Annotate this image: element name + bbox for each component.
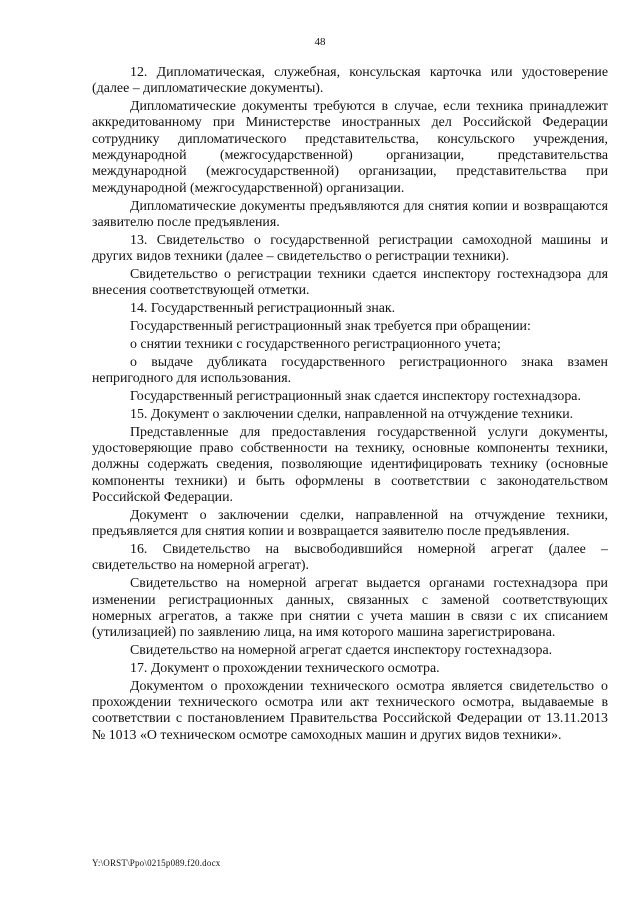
- paragraph-item-12-heading: 12. Дипломатическая, служебная, консульская карточка или удостоверение (далее – дипломатические документы).: [92, 65, 608, 97]
- paragraph: Государственный регистрационный знак требуется при обращении:: [130, 319, 531, 335]
- paragraph-item-16-heading: 16. Свидетельство на высвободившийся номерной агрегат (далее – свидетельство на номерной агрегат).: [92, 542, 608, 574]
- paragraph-item-17-heading: 17. Документ о прохождении технического осмотра.: [130, 660, 440, 676]
- paragraph-item-13-heading: 13. Свидетельство о государственной регистрации самоходной машины и других видов техники (далее – свидетельство о регистрации техники).: [92, 232, 608, 265]
- footer-file-path: Y:\ORST\Ppo\0215p089.f20.docx: [92, 858, 221, 868]
- paragraph: Государственный регистрационный знак сдается инспектору гостехнадзора.: [130, 388, 581, 404]
- paragraph: Представленные для предоставления государственной услуги документы, удостоверяющие право собственности на технику, основные компоненты техники, должны содержать сведения, позволяющие идентифицировать технику (основные компоненты техники) и быть оформлены в соответствии с законодательством Российской Федерации.: [92, 424, 608, 505]
- paragraph-item-15-heading: 15. Документ о заключении сделки, направленной на отчуждение техники.: [130, 406, 574, 422]
- paragraph: Свидетельство на номерной агрегат сдается инспектору гостехнадзора.: [130, 643, 553, 658]
- paragraph: Свидетельство на номерной агрегат выдается органами гостехнадзора при изменении регистрационных данных, связанных с заменой соответствующих номерных агрегатов, а также при снятии с учета машин в связи с их списанием (утилизацией) по заявлению лица, на имя которого машина зарегистрирована.: [92, 576, 608, 641]
- paragraph: Свидетельство о регистрации техники сдается инспектору гостехнадзора для внесения соответствующей отметки.: [92, 266, 608, 299]
- paragraph: Дипломатические документы предъявляются для снятия копии и возвращаются заявителю после предъявления.: [92, 198, 608, 230]
- paragraph: о выдаче дубликата государственного регистрационного знака взамен непригодного для использования.: [92, 354, 608, 387]
- document-body: [92, 65, 608, 746]
- paragraph: Документ о заключении сделки, направленной на отчуждение техники, предъявляется для снятия копии и возвращается заявителю после предъявления.: [92, 507, 608, 540]
- paragraph: о снятии техники с государственного регистрационного учета;: [130, 336, 501, 352]
- paragraph: Документом о прохождении технического осмотра является свидетельство о прохождении технического осмотра или акт технического осмотра, выдаваемые в соответствии с постановлением Правительства Российской Федерации от 13.11.2013 № 1013 «О техническом осмотре самоходных машин и других видов техники».: [92, 678, 608, 743]
- paragraph: Дипломатические документы требуются в случае, если техника принадлежит аккредитованному при Министерстве иностранных дел Российской Федерации сотруднику дипломатического представительства, консульского учреждения, международной (межгосударственной) организации, представительства международной (межгосударственной) организации, представительства при международной (межгосударственной) организации.: [92, 99, 608, 196]
- page-number: 48: [314, 36, 326, 48]
- paragraph-item-14-heading: 14. Государственный регистрационный знак.: [130, 301, 396, 317]
